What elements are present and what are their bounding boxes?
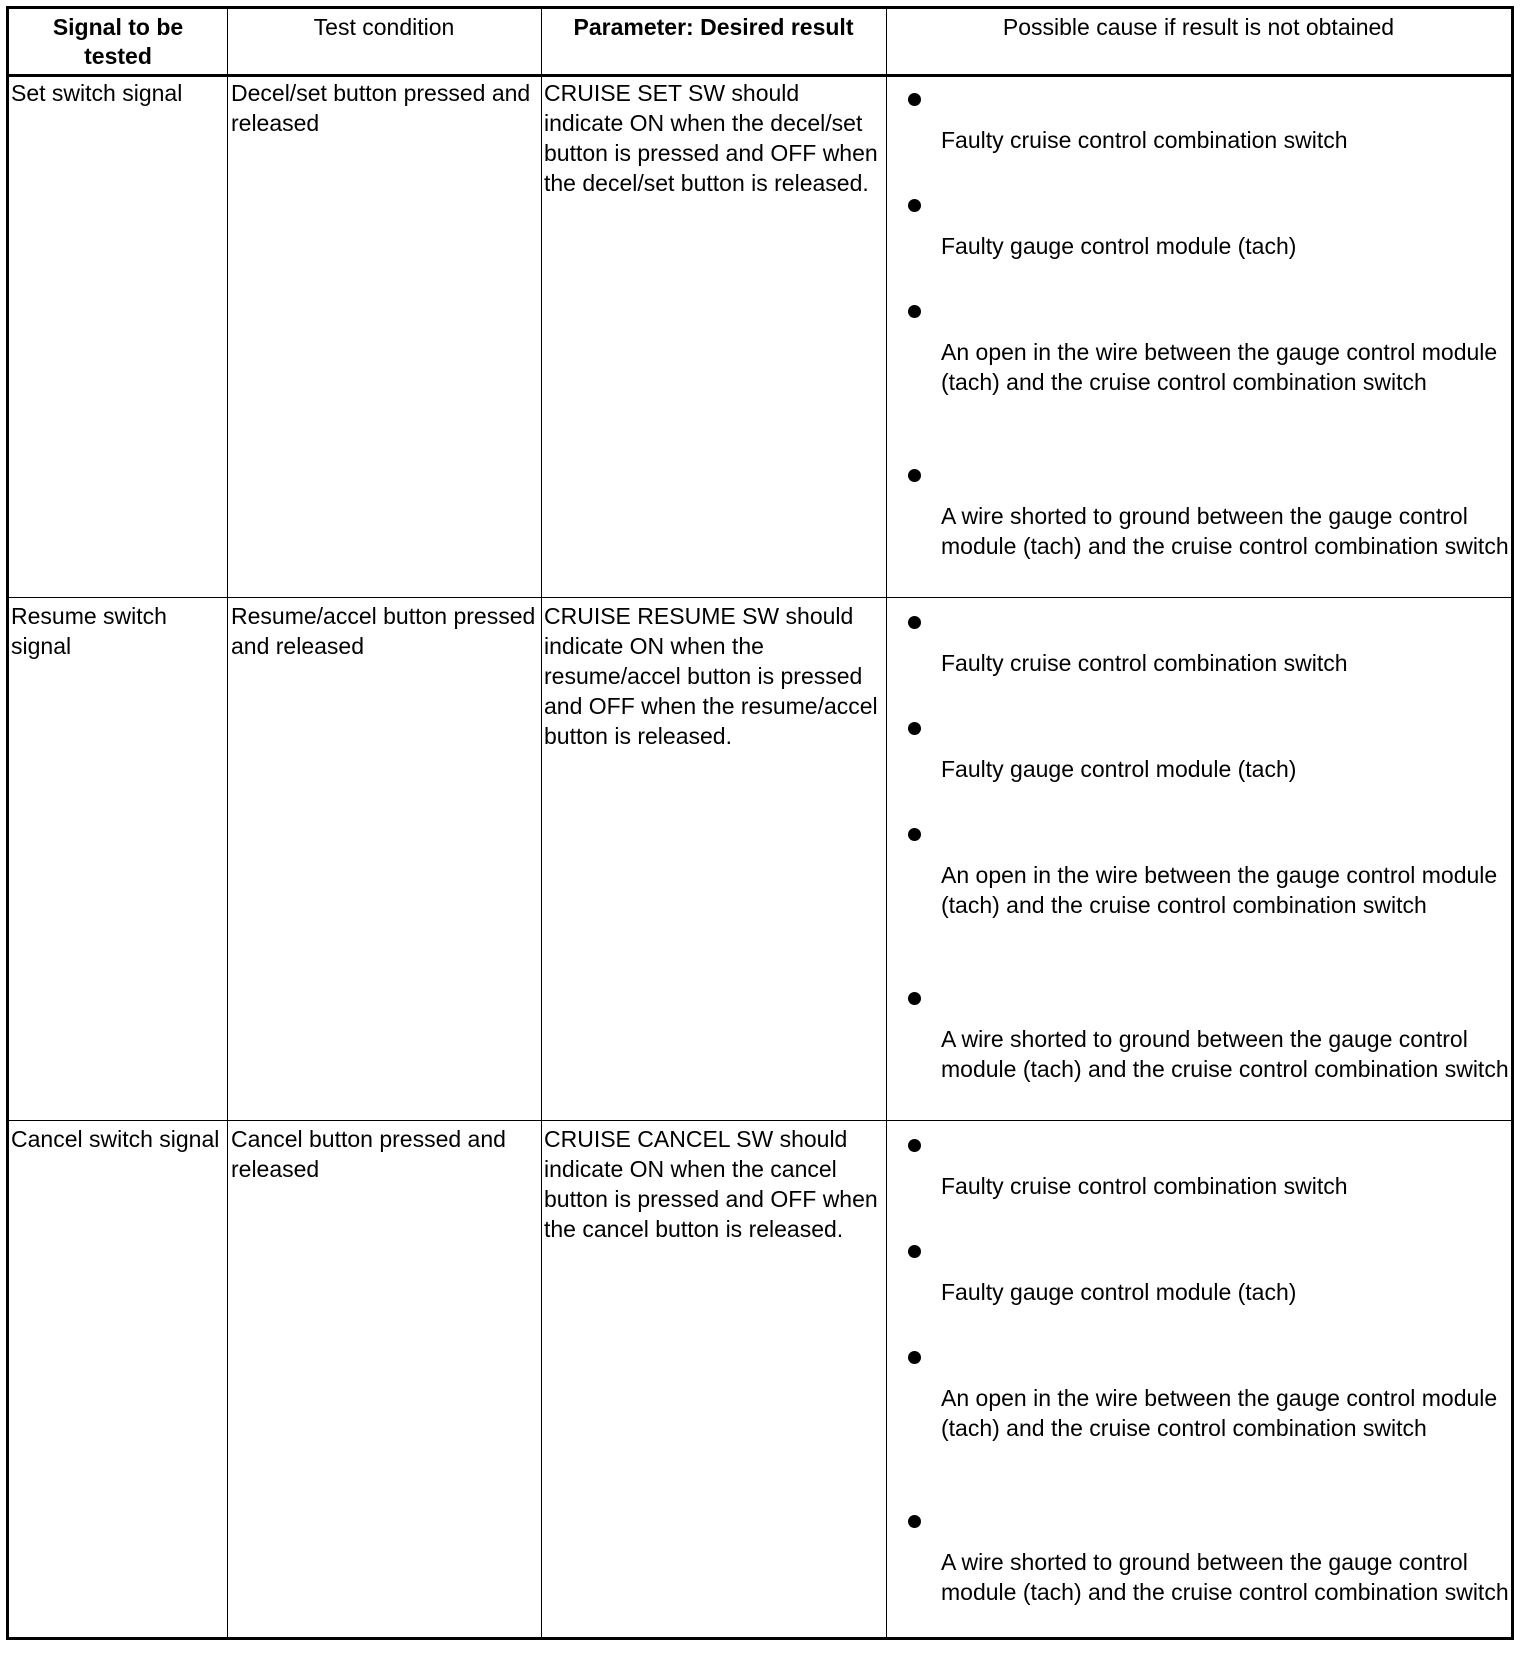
list-item: Faulty gauge control module (tach) bbox=[889, 1237, 1509, 1343]
row-2-condition: Resume/accel button pressed and released bbox=[231, 603, 536, 659]
row-1-signal: Set switch signal bbox=[11, 80, 183, 106]
list-item: An open in the wire between the gauge control module (tach) and the cruise control combination switch bbox=[889, 297, 1509, 461]
row-2-result: CRUISE RESUME SW should indicate ON when the resume/accel button is pressed and OFF when the resume/accel button is released. bbox=[544, 603, 878, 749]
bullet-icon bbox=[908, 1139, 921, 1152]
header-signal: Signal to be tested bbox=[52, 14, 184, 69]
row-3-signal: Cancel switch signal bbox=[11, 1126, 220, 1152]
list-item: Faulty gauge control module (tach) bbox=[889, 191, 1509, 297]
bullet-icon bbox=[908, 199, 921, 212]
bullet-icon bbox=[908, 469, 921, 482]
bullet-icon bbox=[908, 1245, 921, 1258]
column-divider bbox=[227, 9, 228, 1637]
header-desired-result: Parameter: Desired result bbox=[573, 14, 854, 40]
row-3-result: CRUISE CANCEL SW should indicate ON when the cancel button is pressed and OFF when the cancel button is released. bbox=[544, 1126, 878, 1242]
row-1-result: CRUISE SET SW should indicate ON when the decel/set button is pressed and OFF when the decel/set button is released. bbox=[544, 80, 878, 196]
bullet-icon bbox=[908, 992, 921, 1005]
row-3-causes bbox=[889, 1131, 1509, 1671]
list-item: An open in the wire between the gauge control module (tach) and the cruise control combination switch bbox=[889, 820, 1509, 984]
list-item: Faulty cruise control combination switch bbox=[889, 608, 1509, 714]
bullet-icon bbox=[908, 616, 921, 629]
row-2-causes bbox=[889, 608, 1509, 1148]
header-possible-cause: Possible cause if result is not obtained bbox=[1002, 14, 1395, 40]
list-item: Faulty gauge control module (tach) bbox=[889, 714, 1509, 820]
bullet-icon bbox=[908, 1351, 921, 1364]
column-divider bbox=[541, 9, 542, 1637]
list-item: An open in the wire between the gauge control module (tach) and the cruise control combination switch bbox=[889, 1343, 1509, 1507]
bullet-icon bbox=[908, 828, 921, 841]
bullet-icon bbox=[908, 722, 921, 735]
bullet-icon bbox=[908, 1515, 921, 1528]
list-item: Faulty cruise control combination switch bbox=[889, 85, 1509, 191]
bullet-icon bbox=[908, 93, 921, 106]
bullet-icon bbox=[908, 305, 921, 318]
row-1-condition: Decel/set button pressed and released bbox=[231, 80, 531, 136]
list-item: A wire shorted to ground between the gauge control module (tach) and the cruise control combination switch bbox=[889, 461, 1509, 625]
row-3-condition: Cancel button pressed and released bbox=[231, 1126, 506, 1182]
diagnostic-table bbox=[6, 6, 1514, 1640]
list-item: Faulty cruise control combination switch bbox=[889, 1131, 1509, 1237]
column-divider bbox=[886, 9, 887, 1637]
row-1-causes bbox=[889, 85, 1509, 625]
list-item: A wire shorted to ground between the gauge control module (tach) and the cruise control combination switch bbox=[889, 984, 1509, 1148]
list-item: A wire shorted to ground between the gauge control module (tach) and the cruise control combination switch bbox=[889, 1507, 1509, 1671]
header-divider bbox=[9, 74, 1511, 77]
row-2-signal: Resume switch signal bbox=[11, 603, 167, 659]
header-test-condition: Test condition bbox=[313, 14, 455, 40]
